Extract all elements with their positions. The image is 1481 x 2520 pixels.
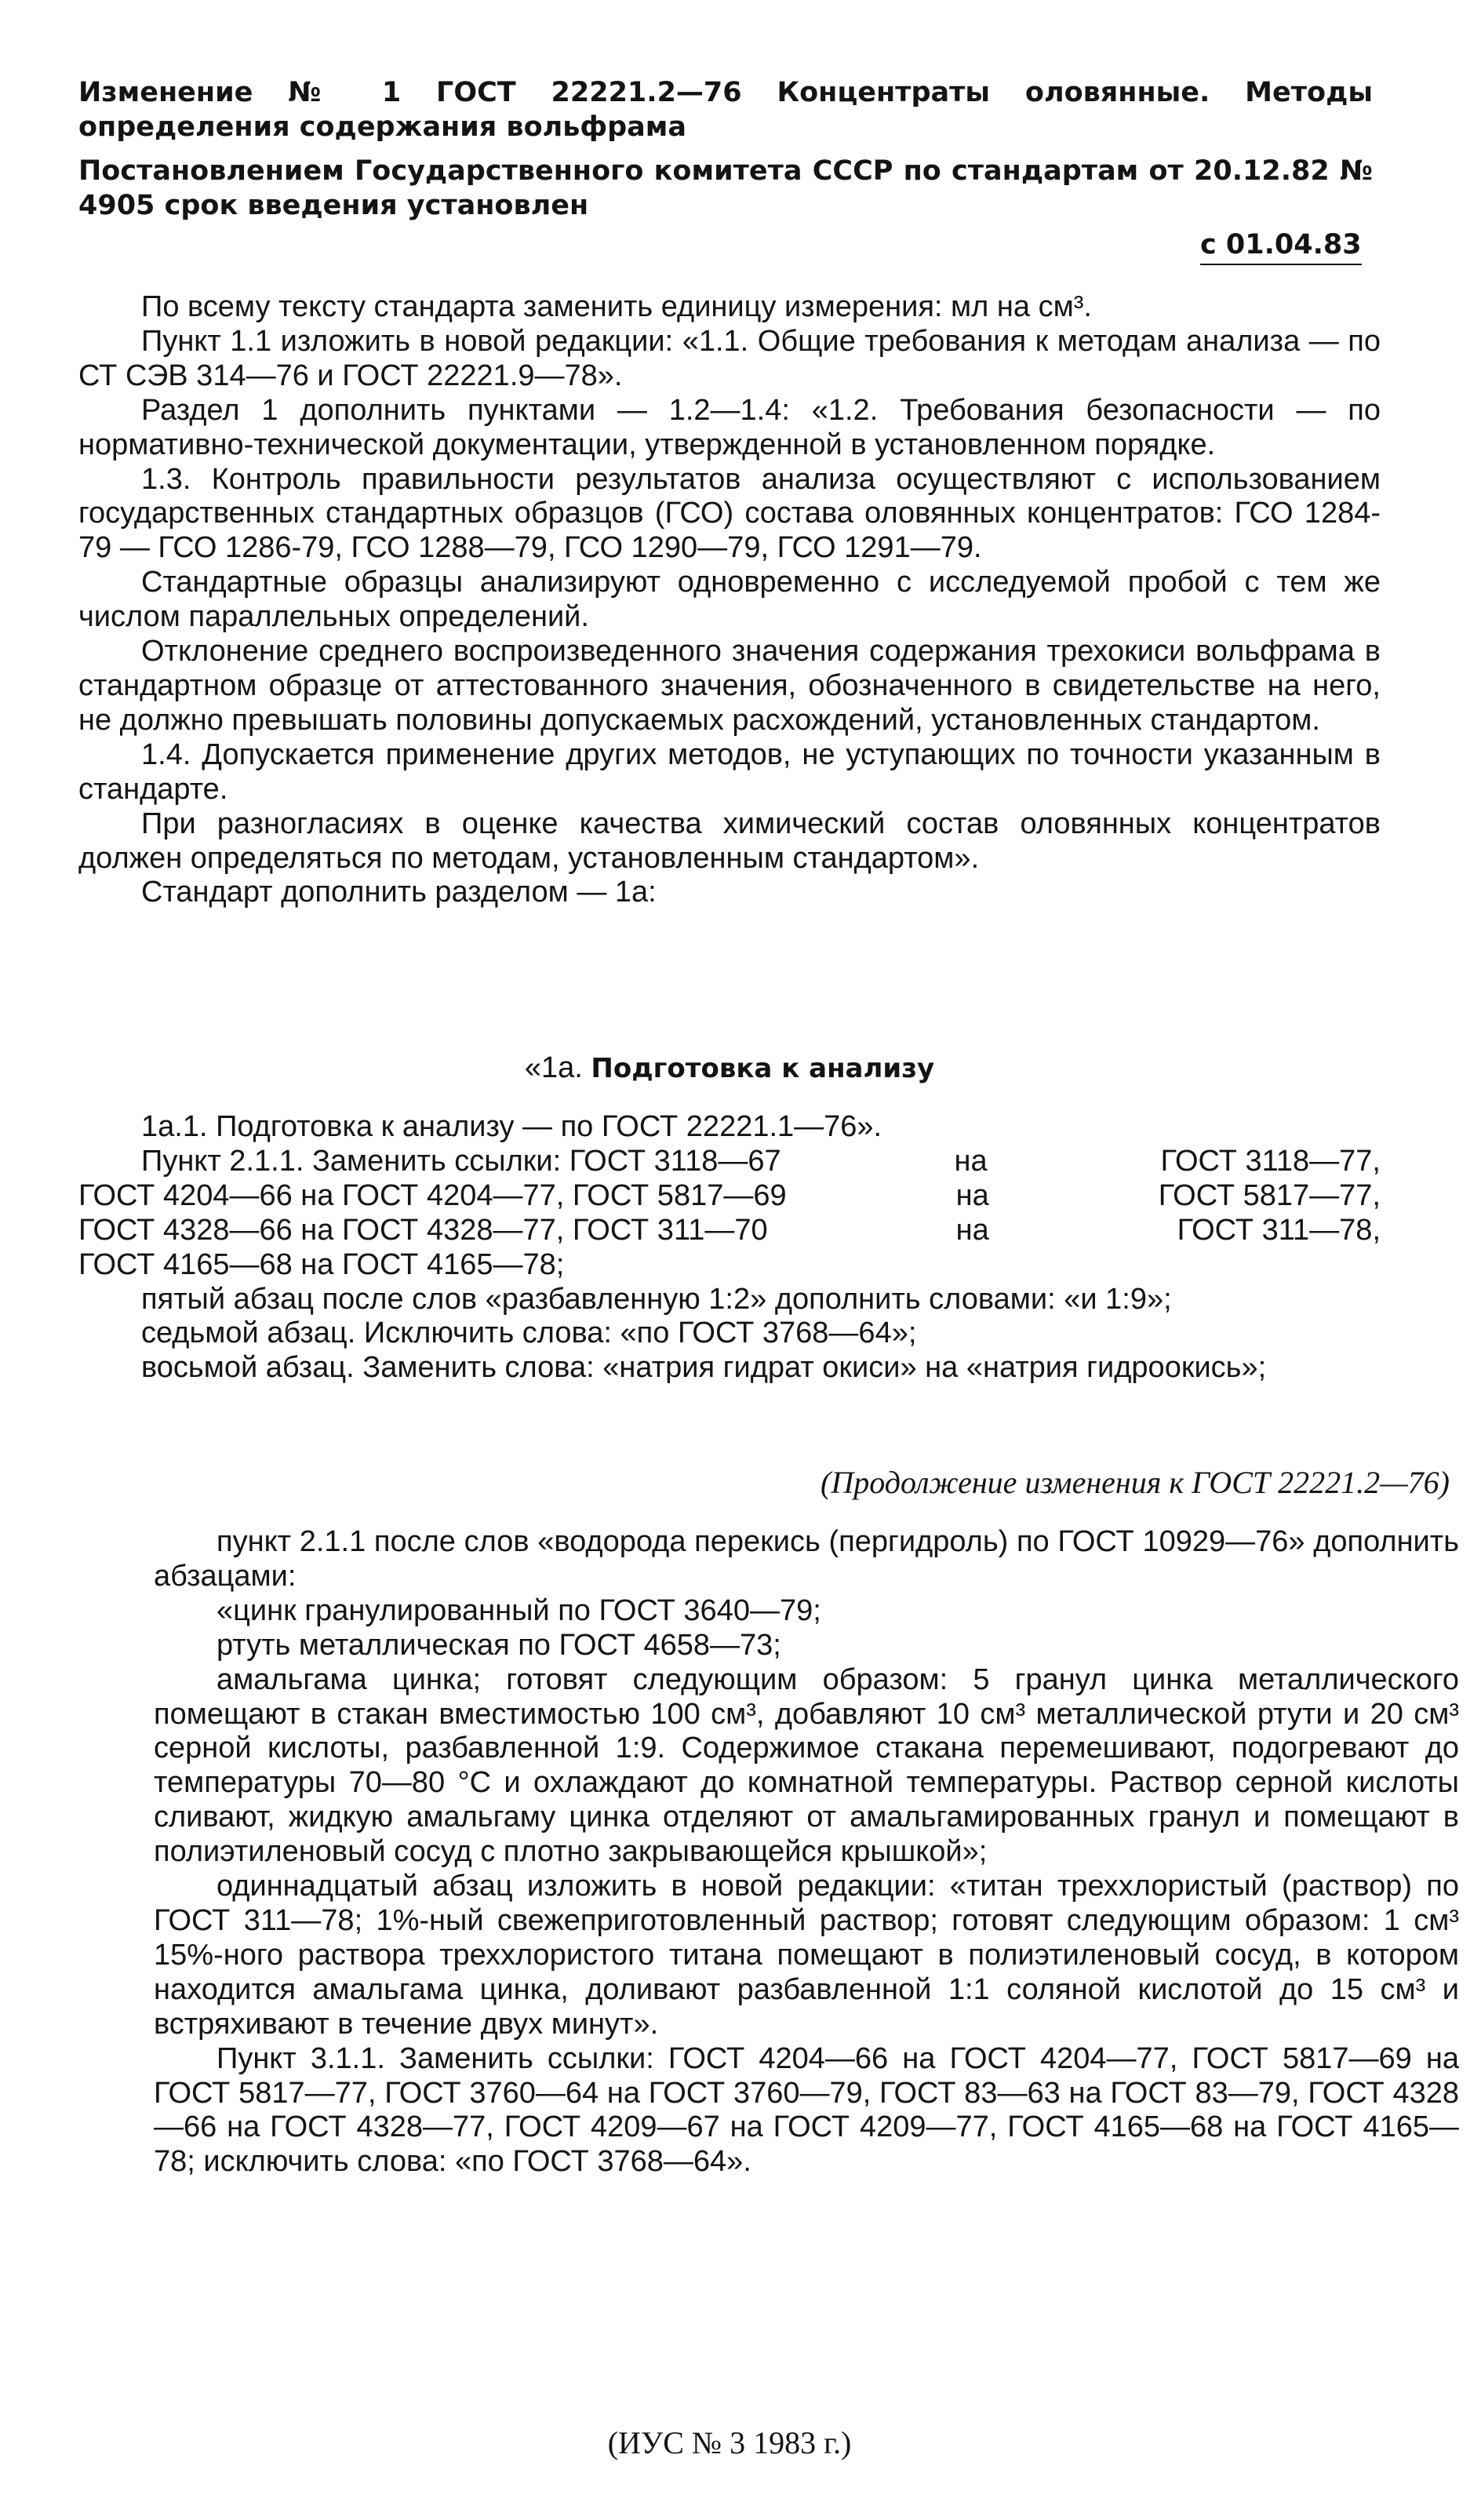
paragraph: пятый абзац после слов «разбавленную 1:2» дополнить словами: «и 1:9»; xyxy=(141,1282,1172,1316)
paragraph: восьмой абзац. Заменить слова: «натрия гидрат окиси» на «натрия гидроокись»; xyxy=(141,1351,1267,1385)
paragraph: Отклонение среднего воспроизведенного значения содержания трехокиси вольфрама в стандартном образце от аттестованного значения, обозначенного в свидетельстве на него, не должно превышать половины допускаемых расхождений, установленных стандартом. xyxy=(78,635,1381,737)
reference-row: ГОСТ 4204—66 на ГОСТ 4204—77, ГОСТ 5817—69 на ГОСТ 5817—77, xyxy=(78,1178,1381,1212)
paragraph: седьмой абзац. Исключить слова: «по ГОСТ 3768—64»; xyxy=(141,1316,917,1350)
paragraph: Пункт 1.1 изложить в новой редакции: «1.1. Общие требования к методам анализа — по СТ СЭВ 314—76 и ГОСТ 22221.9—78». xyxy=(78,324,1381,392)
reference-row: ГОСТ 4328—66 на ГОСТ 4328—77, ГОСТ 311—70 на ГОСТ 311—78, xyxy=(78,1213,1381,1247)
paragraph: 1а.1. Подготовка к анализу — по ГОСТ 22221.1—76». xyxy=(141,1110,882,1143)
paragraph: Стандарт дополнить разделом — 1а: xyxy=(141,876,657,909)
amendment-body-part1 xyxy=(78,290,1381,910)
section-heading xyxy=(78,1051,1381,1086)
effective-date: с 01.04.83 xyxy=(1200,228,1362,265)
paragraph: 1.3. Контроль правильности результатов анализа осуществляют с использованием государственных стандартных образцов (ГСО) состава оловянных концентратов: ГСО 1284-79 — ГСО 1286-79, ГСО 1288—79, ГСО 1290—79, ГСО 1291—79. xyxy=(78,462,1381,565)
amendment-body-part3 xyxy=(154,1525,1459,2180)
paragraph: При разногласиях в оценке качества химический состав оловянных концентратов должен определяться по методам, установленным стандартом». xyxy=(78,807,1381,875)
source-reference: (ИУС № 3 1983 г.) xyxy=(607,2425,852,2460)
paragraph: пункт 2.1.1 после слов «водорода перекись (пергидроль) по ГОСТ 10929—76» дополнить абзацами: xyxy=(154,1525,1459,1593)
paragraph: Пункт 3.1.1. Заменить ссылки: ГОСТ 4204—66 на ГОСТ 4204—77, ГОСТ 5817—69 на ГОСТ 5817—77, ГОСТ 3760—64 на ГОСТ 3760—79, ГОСТ 83—63 на ГОСТ 83—79, ГОСТ 4328—66 на ГОСТ 4328—77, ГОСТ 4209—67 на ГОСТ 4209—77, ГОСТ 4165—68 на ГОСТ 4165—78; исключить слова: «по ГОСТ 3768—64». xyxy=(154,2041,1459,2179)
paragraph: Раздел 1 дополнить пунктами — 1.2—1.4: «1.2. Требования безопасности — по нормативно-технической документации, утвержденной в установленном порядке. xyxy=(78,393,1381,461)
paragraph: «цинк гранулированный по ГОСТ 3640—79; xyxy=(217,1593,821,1627)
reference-row: ГОСТ 4165—68 на ГОСТ 4165—78; xyxy=(78,1247,565,1281)
decree-line: Постановлением Государственного комитета СССР по стандартам от 20.12.82 № 4905 срок введения установлен xyxy=(78,155,1373,221)
paragraph: Стандартные образцы анализируют одновременно с исследуемой пробой с тем же числом параллельных определений. xyxy=(78,566,1381,634)
amendment-body-part2 xyxy=(78,1110,1381,1386)
paragraph: одиннадцатый абзац изложить в новой редакции: «титан треххлористый (раствор) по ГОСТ 311—78; 1%-ный свежеприготовленный раствор; готовят следующим образом: 1 см³ 15%-ного раствора треххлористого титана помещают в полиэтиленовый сосуд, в котором находится амальгама цинка, доливают разбавленной 1:1 соляной кислотой до 15 см³ и встряхивают в течение двух минут». xyxy=(154,1870,1459,2041)
reference-row: Пункт 2.1.1. Заменить ссылки: ГОСТ 3118—67 на ГОСТ 3118—77, xyxy=(141,1144,1381,1178)
amendment-title: Изменение № 1 ГОСТ 22221.2—76 Концентраты оловянные. Методы определения содержания вольфрама xyxy=(78,77,1373,143)
paragraph: По всему тексту стандарта заменить единицу измерения: мл на см³. xyxy=(141,290,1092,323)
paragraph: 1.4. Допускается применение других методов, не уступающих по точности указанным в стандарте. xyxy=(78,737,1381,806)
section-heading-prefix: «1а. xyxy=(524,1051,583,1084)
paragraph: амальгама цинка; готовят следующим образом: 5 гранул цинка металлического помещают в стакан вместимостью 100 см³, добавляют 10 см³ металлической ртути и 20 см³ серной кислоты, разбавленной 1:9. Содержимое стакана перемешивают, подогревают до температуры 70—80 °С и охлаждают до комнатной температуры. Раствор серной кислоты сливают, жидкую амальгаму цинка отделяют от амальгамированных гранул и помещают в полиэтиленовый сосуд с плотно закрывающейся крышкой»; xyxy=(154,1662,1459,1869)
section-heading-title: Подготовка к анализу xyxy=(591,1053,935,1084)
continuation-note: (Продолжение изменения к ГОСТ 22221.2—76) xyxy=(821,1465,1450,1500)
paragraph: ртуть металлическая по ГОСТ 4658—73; xyxy=(217,1628,781,1662)
